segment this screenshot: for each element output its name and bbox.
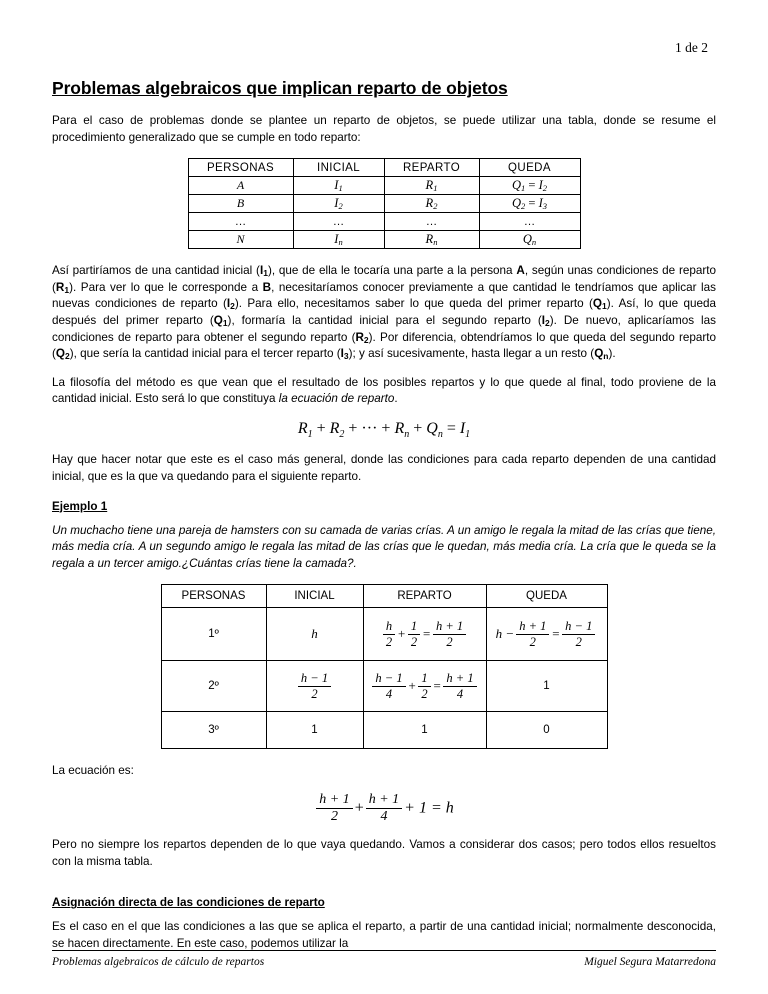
cell-inicial: 1 xyxy=(266,712,363,749)
example-reparto-table xyxy=(161,584,608,749)
closing-paragraph-2: Es el caso en el que las condiciones a las que se aplica el reparto, a partir de una cantidad inicial; normalmente desconocida, se hacen directamente. En este caso, podemos utilizar la xyxy=(52,920,716,950)
footer-left: Problemas algebraicos de cálculo de repartos xyxy=(52,956,265,968)
col-queda: QUEDA xyxy=(479,159,580,177)
page-title: Problemas algebraicos que implican reparto de objetos xyxy=(52,78,508,98)
cell-inicial: … xyxy=(293,213,384,231)
philosophy-paragraph: La filosofía del método es que vean que el resultado de los posibles repartos y lo que quede al final, todo proviene de la cantidad inicial. Esto será lo que constituya la ecuación de reparto. xyxy=(52,375,716,406)
example-statement: Un muchacho tiene una pareja de hamsters con su camada de varias crías. A un amigo le regala la mitad de las crías que tiene, más media cría. A un segundo amigo le regala las mitad de las crías que le quedan, más media cría. La cría que le queda se la regala a un tercer amigo.¿Cuántas crías tiene la camada?. xyxy=(52,523,716,570)
table-row xyxy=(161,608,607,661)
cell-queda: 1 xyxy=(486,661,607,712)
table-row xyxy=(188,231,580,249)
col-reparto: REPARTO xyxy=(384,159,479,177)
cell-queda: $Q_n$ xyxy=(479,231,580,249)
cell-personas: 3º xyxy=(161,712,266,749)
table-row xyxy=(188,177,580,195)
cell-personas: 2º xyxy=(161,661,266,712)
cell-queda: h − $\frac{h + 1}{2}$ = $\frac{h - 1}{2}$ xyxy=(486,608,607,661)
closing-paragraph-1: Pero no siempre los repartos dependen de lo que vaya quedando. Vamos a considerar dos casos; pero todos ellos resueltos con la misma tabla. xyxy=(52,838,716,868)
cell-queda: … xyxy=(479,213,580,231)
cell-personas: 1º xyxy=(161,608,266,661)
cell-reparto: … xyxy=(384,213,479,231)
table-row xyxy=(188,213,580,231)
explanation-paragraph: Así partiríamos de una cantidad inicial $(I_1)$, que de ella le tocaría una parte a la persona A, según unas condiciones de reparto $(R_1)$. Para ver lo que le corresponde a B, necesitaríamos conocer previamente a que cantidad le tendríamos que aplicar las nuevas condiciones de reparto $(I_2)$. Para ello, necesitamos saber lo que queda del primer reparto $(Q_1)$. Así, lo que queda después del primer reparto $(Q_1)$, formaría la cantidad inicial para el segundo reparto $(I_2)$. De nuevo, aplicaríamos las condiciones de reparto para obtener el segundo reparto $(R_2)$. Por diferencia, obtendríamos lo que queda del segundo reparto $(Q_2)$, que sería la cantidad inicial para el tercer reparto $(I_3)$; y así sucesivamente, hasta llegar a un resto $(Q_n)$. xyxy=(52,264,717,362)
table-row xyxy=(188,195,580,213)
col-inicial: INICIAL xyxy=(266,585,363,608)
cell-reparto: $R_2$ xyxy=(384,195,479,213)
cell-inicial: $I_2$ xyxy=(293,195,384,213)
example-heading: Ejemplo 1 xyxy=(52,499,108,513)
table-row xyxy=(161,661,607,712)
col-queda: QUEDA xyxy=(486,585,607,608)
cell-personas: … xyxy=(188,213,293,231)
col-reparto: REPARTO xyxy=(363,585,486,608)
table-header-row xyxy=(188,159,580,177)
cell-personas: B xyxy=(188,195,293,213)
cell-inicial: h xyxy=(266,608,363,661)
cell-reparto: 1 xyxy=(363,712,486,749)
main-equation: $R_1 + R_2$ + ··· + $R_n + Q_n = I_1$ xyxy=(297,420,471,441)
table-row xyxy=(161,712,607,749)
col-personas: PERSONAS xyxy=(188,159,293,177)
col-personas: PERSONAS xyxy=(161,585,266,608)
cell-personas: A xyxy=(188,177,293,195)
example-equation: $\frac{h + 1}{2}$ + $\frac{h + 1}{4}$ + 1 = h xyxy=(52,792,716,825)
section-heading-asignacion: Asignación directa de las condiciones de reparto xyxy=(52,896,325,910)
cell-queda: 0 xyxy=(486,712,607,749)
general-reparto-table xyxy=(188,158,581,249)
cell-queda: $Q_2 = I_3$ xyxy=(479,195,580,213)
cell-inicial: $\frac{h - 1}{2}$ xyxy=(266,661,363,712)
general-case-paragraph: Hay que hacer notar que este es el caso más general, donde las condiciones para cada reparto dependen de una cantidad inicial, que es la que va quedando para el siguiente reparto. xyxy=(52,453,716,483)
cell-reparto: $\frac{h}{2}$ + $\frac{1}{2}$ = $\frac{h + 1}{2}$ xyxy=(363,608,486,661)
col-inicial: INICIAL xyxy=(293,159,384,177)
cell-personas: N xyxy=(188,231,293,249)
cell-reparto: $\frac{h - 1}{4}$ + $\frac{1}{2}$ = $\frac{h + 1}{4}$ xyxy=(363,661,486,712)
cell-queda: $Q_1 = I_2$ xyxy=(479,177,580,195)
page-footer xyxy=(52,950,716,968)
cell-reparto: $R_n$ xyxy=(384,231,479,249)
cell-reparto: $R_1$ xyxy=(384,177,479,195)
table-header-row xyxy=(161,585,607,608)
cell-inicial: $I_n$ xyxy=(293,231,384,249)
equation-label: La ecuación es: xyxy=(52,764,134,778)
cell-inicial: $I_1$ xyxy=(293,177,384,195)
page-number: 1 de 2 xyxy=(675,40,708,55)
footer-right: Miguel Segura Matarredona xyxy=(584,956,716,968)
intro-paragraph: Para el caso de problemas donde se plantee un reparto de objetos, se puede utilizar una tabla, donde se resume el procedimiento generalizado que se cumple en todo reparto: xyxy=(52,114,716,144)
